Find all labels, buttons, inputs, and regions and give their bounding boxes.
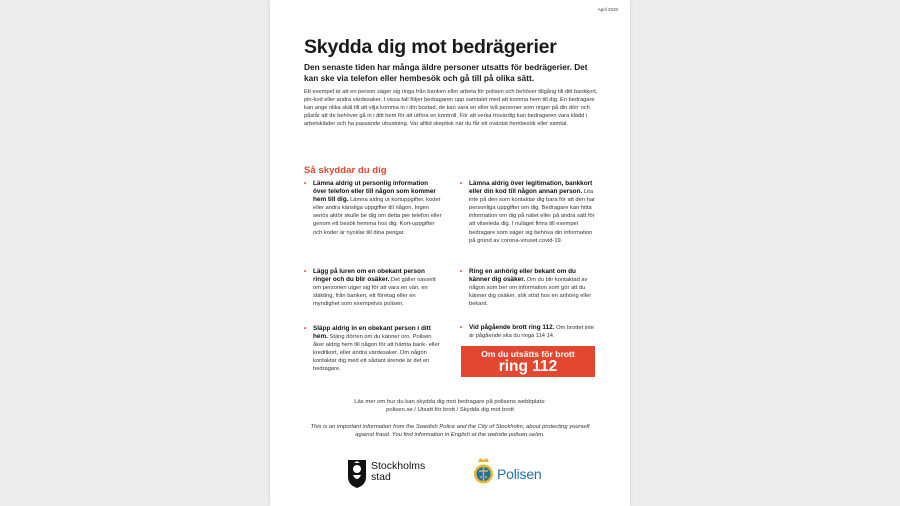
- tip-body: Lita inte på den som kontaktar dig bara för att den har personliga uppgifter om dig. Bedragare kan hitta information om dig på nätet eller på andra sätt för att vilseleda dig. I nuläget finns till exempel bedragare som säger sig behöva din information på grund av corona-viruset covid-19.: [469, 189, 595, 244]
- tip-heading: Ring en anhörig eller bekant om du känner dig osäker.: [469, 268, 576, 284]
- document-page: [270, 0, 630, 506]
- stockholms-stad-logo: [347, 456, 437, 494]
- polisen-logo: [473, 455, 558, 493]
- tip-no-id: [460, 180, 598, 260]
- tip-body: Lämna aldrig ut kortuppgifter, koder eller andra känsliga uppgifter till någon. Ingen seriös aktör skulle be dig om detta per telefon eller genom ett besök hemma hos dig. Kort-uppgifter och koder är nycklar till dina pengar.: [313, 197, 442, 236]
- tip-heading: Vid pågående brott ring 112.: [469, 324, 555, 331]
- tip-call-112: [460, 324, 598, 340]
- tip-body: Det gäller oavsett om personen utger sig för att vara en vän, en släkting, från banken, ett företag eller en myndighet som exempelvis polisen.: [313, 277, 436, 308]
- bullet-icon: •: [460, 268, 463, 275]
- bullet-icon: •: [304, 180, 307, 187]
- more-info-text: Läs mer om hur du kan skydda dig mot bedragare på polisens webbplats:: [354, 399, 546, 405]
- tip-heading: Släpp aldrig in en obekant person i ditt hem.: [313, 325, 431, 341]
- tip-call-relative: [460, 268, 598, 313]
- tip-heading: Lägg på luren om en obekant person ringer och du blir osäker.: [313, 268, 425, 284]
- stockholm-crest-icon: [347, 459, 367, 489]
- bullet-icon: •: [460, 324, 463, 331]
- stockholm-logo-text: [371, 461, 425, 482]
- english-note: This is an important information from the Swedish Police and the City of Stockholm, about protecting yourself against fraud. You find information in English at the website polisen.se/en.: [310, 424, 590, 439]
- tip-body: Om brottet inte är pågående ska du ringa 114 14.: [469, 325, 595, 340]
- tips-column-right: [460, 180, 598, 348]
- tip-body: Om du blir kontaktad av någon som ber om information som gör att du känner dig osäker, sök stöd hos en anhörig eller bekant.: [469, 277, 592, 308]
- lead-paragraph: Den senaste tiden har många äldre personer utsatts för bedrägerier. Det kan ske via telefon eller hembesök och gå till på olika sätt.: [304, 62, 588, 83]
- police-badge-icon: [473, 457, 494, 489]
- tip-body: Stäng dörren om du känner oro. Polisen åker aldrig hem till någon för att hämta bank- eller kreditkort, eller andra värdesaker. Om någon kontaktar dig med ett sådant ärende är det en bedragare.: [313, 334, 440, 373]
- emergency-banner-line1: Om du utsätts för brott: [481, 349, 575, 359]
- stockholm-logo-line2: stad: [371, 470, 391, 483]
- more-info-path: polisen.se / Utsatt för brott / Skydda dig mot brott: [386, 407, 514, 414]
- section-heading: Så skyddar du dig: [304, 165, 387, 176]
- tip-hang-up: [304, 268, 442, 313]
- bullet-icon: •: [304, 268, 307, 275]
- polisen-logo-text: Polisen: [497, 466, 542, 482]
- stockholm-logo-line1: Stockholms: [371, 460, 426, 472]
- document-date: April 2020: [597, 7, 618, 12]
- page-title: Skydda dig mot bedrägerier: [304, 36, 557, 58]
- bullet-icon: •: [460, 180, 463, 187]
- tip-dont-let-in: [304, 325, 442, 374]
- intro-paragraph: Ett exempel är att en person säger sig ringa från banken eller arbeta för polisen och behöver tillgång till ditt bankkort, pin-kod eller andra värdesaker. I vissa fall följer bedragaren upp samtalet med att komma hem till dig. En bedragare kan ange olika skäl till att vilja komma in i din bostad, de kan vara en eller två personer som ringer på din dörr och påstår att de behöver gå in i ditt hem för att utföra en kontroll. För att verka trovärdig kan bedragaren vara klädd i arbetskläder och ha passande utrustning. Var alltid skeptisk när du får ett oväntat hembesök eller samtal.: [304, 89, 598, 128]
- emergency-banner-number: ring 112: [498, 358, 558, 375]
- tip-heading: Lämna aldrig ut personlig information över telefon eller till någon som kommer hem till dig.: [313, 180, 436, 204]
- emergency-banner: [461, 346, 595, 377]
- tips-column-left: [304, 180, 442, 382]
- bullet-icon: •: [304, 325, 307, 332]
- more-info: [304, 398, 596, 414]
- tip-heading: Lämna aldrig över legitimation, bankkort eller din kod till någon annan person.: [469, 180, 593, 196]
- tip-personal-info: [304, 180, 442, 260]
